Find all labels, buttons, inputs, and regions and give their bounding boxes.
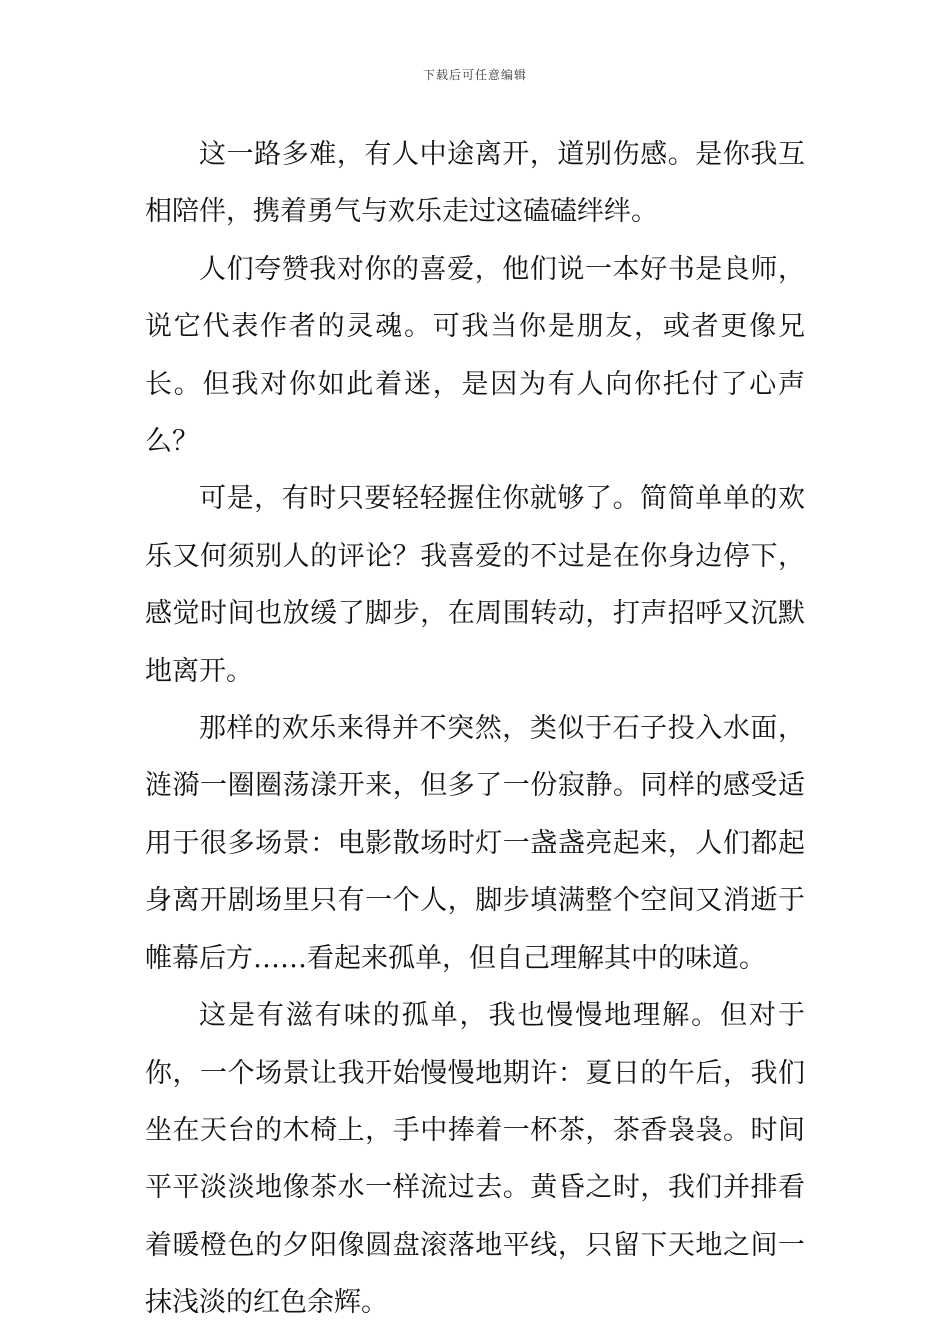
paragraph-5: 这是有滋有味的孤单，我也慢慢地理解。但对于你，一个场景让我开始慢慢地期许：夏日的午后，我们坐在天台的木椅上，手中捧着一杯茶，茶香袅袅。时间平平淡淡地像茶水一样流过去。黄昏之时，我们并排看着暖橙色的夕阳像圆盘滚落地平线，只留下天地之间一抹浅淡的红色余辉。 [145, 1000, 805, 1319]
paragraph-1: 这一路多难，有人中途离开，道别伤感。是你我互相陪伴，携着勇气与欢乐走过这磕磕绊绊。 [145, 139, 805, 228]
paragraph-2: 人们夸赞我对你的喜爱，他们说一本好书是良师，说它代表作者的灵魂。可我当你是朋友，或者更像兄长。但我对你如此着迷，是因为有人向你托付了心声么？ [145, 253, 805, 458]
header-note: 下载后可任意编辑 [422, 68, 527, 82]
document-body [145, 126, 805, 1332]
paragraph-4: 那样的欢乐来得并不突然，类似于石子投入水面，涟漪一圈圈荡漾开来，但多了一份寂静。同样的感受适用于很多场景：电影散场时灯一盏盏亮起来，人们都起身离开剧场里只有一个人，脚步填满整个空间又消逝于帷幕后方……看起来孤单，但自己理解其中的味道。 [145, 713, 805, 974]
paragraph-3: 可是，有时只要轻轻握住你就够了。简简单单的欢乐又何须别人的评论？我喜爱的不过是在你身边停下，感觉时间也放缓了脚步，在周围转动，打声招呼又沉默地离开。 [145, 483, 805, 687]
